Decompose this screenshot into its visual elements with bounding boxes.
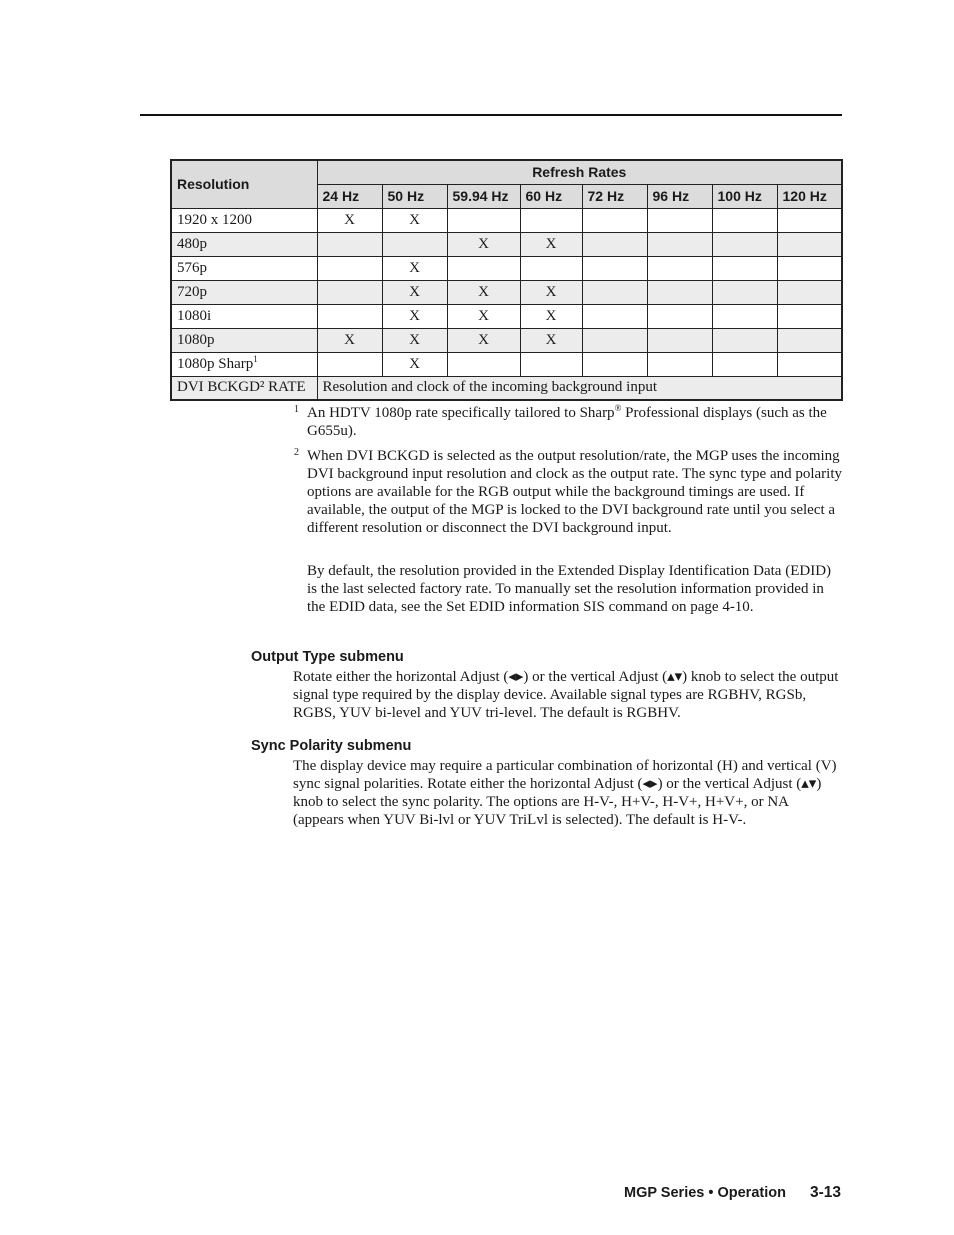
table-row — [171, 232, 842, 256]
rate-cell: X — [447, 280, 520, 304]
rate-header: 60 Hz — [520, 184, 582, 208]
rate-cell: X — [520, 280, 582, 304]
page-number: 3-13 — [809, 1184, 841, 1201]
rate-cell: X — [317, 208, 382, 232]
footnote-1-text-end: Professional displays (such as the G655u). — [307, 405, 827, 439]
row-label — [171, 232, 317, 256]
rate-cell — [317, 352, 382, 376]
sync-polarity-body: The display device may require a particular combination of horizontal (H) and vertical (V) sync signal polarities. Rotate either the horizontal Adjust (◂▸) or the vertical Adjust (▴▾) knob to select the sync polarity. The options are H-V-, H+V-, H-V+, H+V+, or NA (appears when YUV Bi-lvl or YUV TriLvl is selected). The default is H-V-. — [293, 758, 837, 828]
rate-cell: X — [382, 352, 447, 376]
rate-cell — [582, 352, 647, 376]
rate-cell: X — [382, 304, 447, 328]
row-label — [171, 352, 317, 376]
output-type-body: Rotate either the horizontal Adjust (◂▸) or the vertical Adjust (▴▾) knob to select the output signal type required by the display device. Available signal types are RGBHV, RGSb, RGBS, YUV bi-level and YUV tri-level. The default is RGBHV. — [293, 669, 839, 721]
rate-cell — [777, 232, 842, 256]
rate-cell: X — [520, 328, 582, 352]
row-label: DVI BCKGD² RATE — [171, 376, 317, 400]
rate-cell — [712, 352, 777, 376]
rate-cell — [317, 280, 382, 304]
rate-cell — [647, 232, 712, 256]
row-label-text: 720p — [177, 283, 207, 300]
row-label — [171, 208, 317, 232]
rate-cell — [712, 304, 777, 328]
rate-header: 59.94 Hz — [447, 184, 520, 208]
rate-cell — [447, 208, 520, 232]
rate-cell: X — [317, 328, 382, 352]
rate-cell — [712, 280, 777, 304]
rate-cell — [777, 280, 842, 304]
row-label-text: 576p — [177, 259, 207, 276]
row-label-text: 1920 x 1200 — [177, 211, 252, 228]
footnote-2-text: When DVI BCKGD is selected as the output resolution/rate, the MGP uses the incoming DVI background input resolution and clock as the output rate. The sync type and polarity options are available for the RGB output while the background timings are used. If available, the output of the MGP is locked to the DVI background rate until you select a different resolution or disconnect the DVI background input. — [307, 448, 843, 536]
table-row — [171, 352, 842, 376]
row-label-text: 480p — [177, 235, 207, 252]
rate-cell — [777, 328, 842, 352]
rate-cell — [582, 256, 647, 280]
rate-cell — [382, 232, 447, 256]
table-row — [171, 208, 842, 232]
rate-cell — [712, 208, 777, 232]
page-footer — [624, 1184, 841, 1202]
table-row — [171, 328, 842, 352]
rate-cell — [777, 256, 842, 280]
row-label-text: 1080i — [177, 307, 212, 324]
rate-cell: X — [382, 208, 447, 232]
rate-cell: X — [382, 328, 447, 352]
rate-cell — [582, 208, 647, 232]
sync-polarity-heading: Sync Polarity submenu — [251, 738, 412, 754]
refresh-rate-table — [170, 159, 843, 401]
row-label — [171, 304, 317, 328]
rate-header: 24 Hz — [317, 184, 382, 208]
rate-header: 96 Hz — [647, 184, 712, 208]
rate-cell — [777, 208, 842, 232]
footnote-1-text: An HDTV 1080p rate specifically tailored to Sharp — [307, 405, 615, 421]
rate-cell: X — [447, 304, 520, 328]
rate-cell — [447, 256, 520, 280]
rate-cell — [712, 256, 777, 280]
rate-cell — [520, 256, 582, 280]
dvi-rate-description: Resolution and clock of the incoming background input — [317, 376, 842, 400]
rate-header: 50 Hz — [382, 184, 447, 208]
rate-cell: X — [382, 280, 447, 304]
table-row — [171, 256, 842, 280]
rate-cell — [777, 304, 842, 328]
footnote-marker: 2 — [294, 447, 299, 458]
registered-mark: ® — [614, 403, 622, 413]
rate-cell — [317, 304, 382, 328]
rate-cell — [447, 352, 520, 376]
rate-cell: X — [520, 232, 582, 256]
resolution-header: Resolution — [171, 160, 317, 208]
row-label — [171, 328, 317, 352]
rate-cell — [647, 328, 712, 352]
table-row — [171, 304, 842, 328]
rate-cell — [777, 352, 842, 376]
rate-cell — [647, 304, 712, 328]
rate-cell — [712, 232, 777, 256]
rate-cell: X — [520, 304, 582, 328]
rate-header: 120 Hz — [777, 184, 842, 208]
rate-cell — [317, 232, 382, 256]
rate-cell — [582, 232, 647, 256]
rate-cell — [647, 208, 712, 232]
rate-cell — [582, 328, 647, 352]
rate-cell — [520, 208, 582, 232]
rate-cell: X — [382, 256, 447, 280]
rate-cell — [317, 256, 382, 280]
rate-cell — [582, 280, 647, 304]
footnote-ref: 1 — [253, 353, 258, 364]
rate-header: 100 Hz — [712, 184, 777, 208]
footnote-1 — [294, 404, 842, 440]
rate-cell — [647, 280, 712, 304]
row-label-text: 1080p Sharp — [177, 355, 254, 372]
table-row — [171, 280, 842, 304]
refresh-rates-header: Refresh Rates — [317, 160, 842, 184]
footnote-marker: 1 — [294, 404, 299, 415]
row-label — [171, 280, 317, 304]
rate-cell — [520, 352, 582, 376]
footnote-2 — [294, 447, 842, 537]
rate-header: 72 Hz — [582, 184, 647, 208]
rate-cell: X — [447, 328, 520, 352]
row-label — [171, 256, 317, 280]
footnote-2-paragraph — [294, 562, 842, 616]
row-label-text: 1080p — [177, 331, 215, 348]
footer-title: MGP Series • Operation — [624, 1185, 786, 1201]
header-rule — [140, 114, 842, 116]
edid-default-text: By default, the resolution provided in the Extended Display Identification Data (EDID) is the last selected factory rate. To manually set the resolution information provided in the EDID data, see the Set EDID information SIS command on page 4-10. — [307, 563, 832, 615]
rate-cell — [582, 304, 647, 328]
rate-cell — [647, 352, 712, 376]
rate-cell: X — [447, 232, 520, 256]
table-row-dvi — [171, 376, 842, 400]
output-type-heading: Output Type submenu — [251, 649, 404, 665]
rate-cell — [712, 328, 777, 352]
rate-cell — [647, 256, 712, 280]
